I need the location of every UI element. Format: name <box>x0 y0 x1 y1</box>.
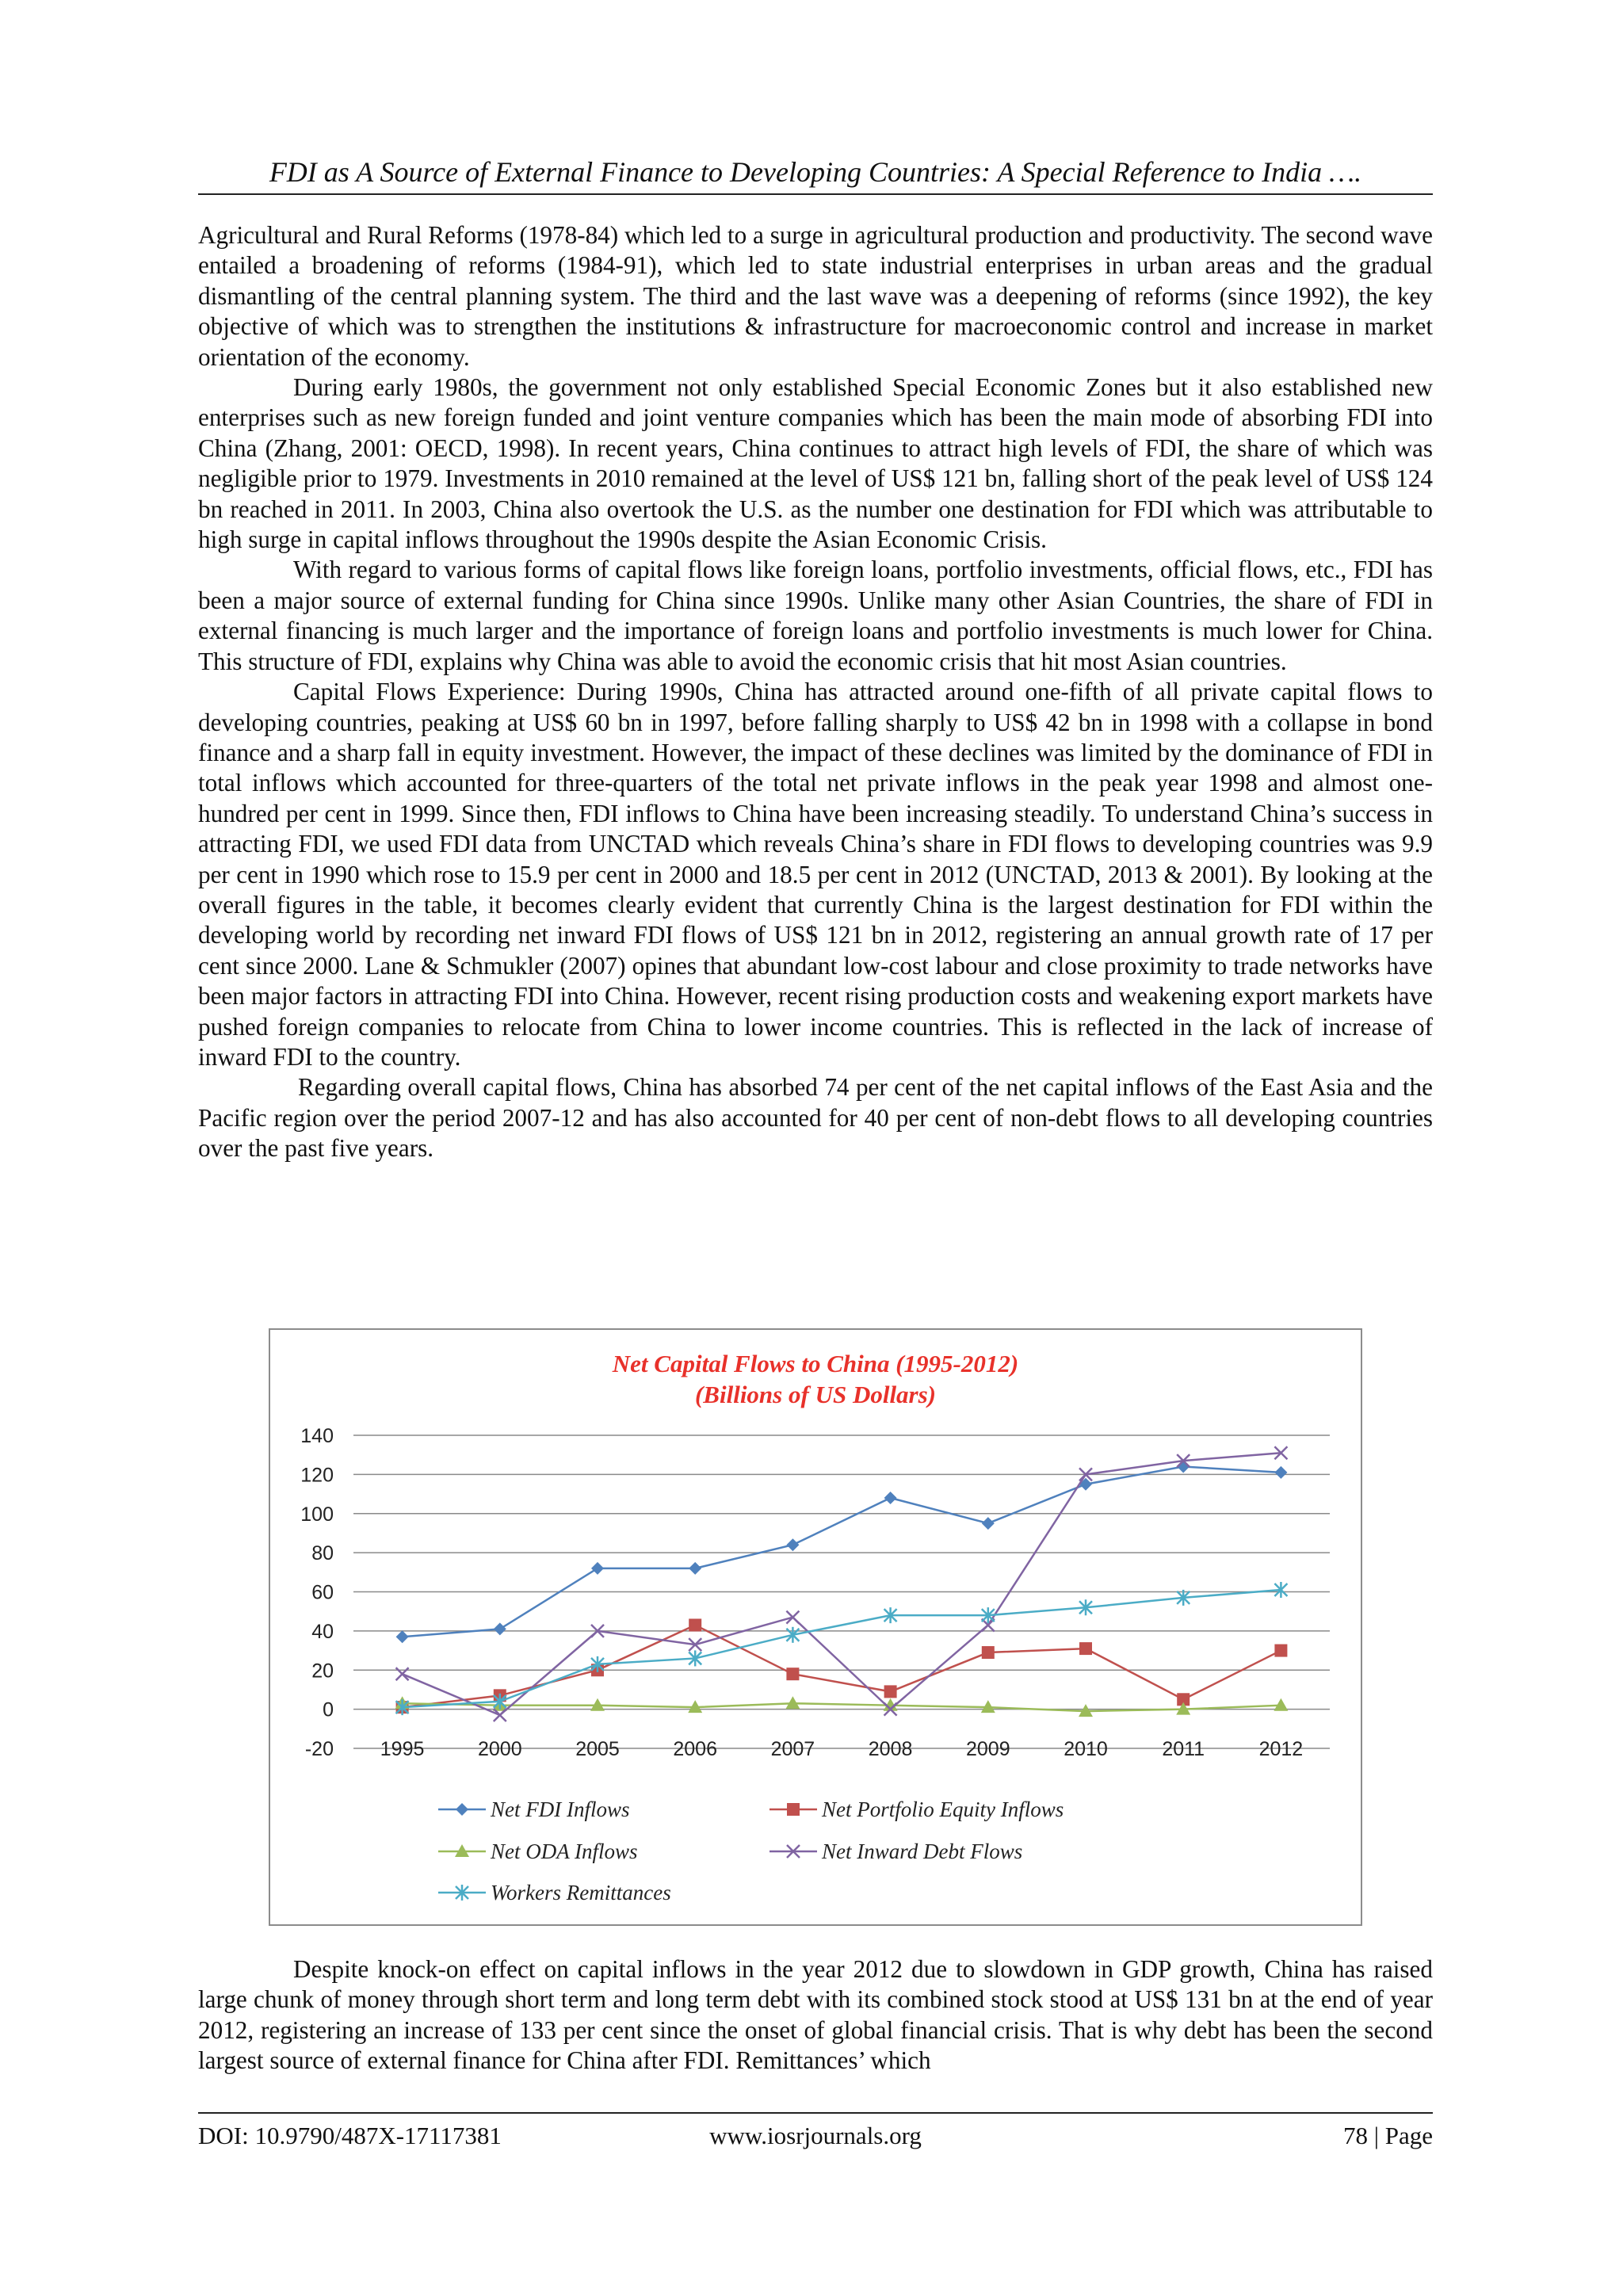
page-footer <box>198 2118 1433 2153</box>
legend <box>438 1797 1064 1904</box>
paragraph-overall-capital-flows: Regarding overall capital flows, China has absorbed 74 per cent of the net capital inflows of the East Asia and the Pacific region over the period 2007-12 and has also accounted for 40 per cent of non-debt flows to all developing countries over the past five years. <box>198 1073 1433 1163</box>
series-net-portfolio-equity-inflows <box>396 1618 1288 1713</box>
legend-label: Net Portfolio Equity Inflows <box>822 1797 1064 1821</box>
legend-marker <box>787 1803 800 1816</box>
footer-rule <box>198 2112 1433 2114</box>
paragraph-debt: Despite knock-on effect on capital inflows in the year 2012 due to slowdown in GDP growth, China has raised large chunk of money through short term and long term debt with its combined stock stood at US$ 131 bn at the end of year 2012, registering an increase of 133 per cent since the onset of global financial crisis. That is why debt has been the second largest source of external finance for China after FDI. Remittances’ which <box>198 1955 1433 2075</box>
data-point <box>1274 1466 1287 1479</box>
y-tick-label: 0 <box>323 1698 334 1721</box>
header-rule <box>198 193 1433 195</box>
x-tick-label: 2012 <box>1258 1738 1304 1760</box>
data-point <box>689 1562 701 1575</box>
y-tick-label: 60 <box>311 1581 334 1604</box>
y-tick-label: 20 <box>311 1660 334 1683</box>
data-point <box>786 1668 799 1680</box>
chart-figure <box>269 1328 1362 1926</box>
y-tick-label: 40 <box>311 1620 334 1643</box>
data-point <box>884 1685 897 1698</box>
data-point <box>494 1622 506 1635</box>
paragraph-capital-flows-experience: Capital Flows Experience: During 1990s, China has attracted around one-fifth of all private capital flows to developing countries, peaking at US$ 60 bn in 1997, before falling sharply to US$ 42 bn in 1998 with a collapse in bond finance and a sharp fall in equity investment. However, the impact of these declines was limited by the dominance of FDI in total inflows which accounted for three-quarters of the total net private inflows in the peak year 1998 and almost one-hundred per cent in 1999. Since then, FDI inflows to China have been increasing steadily. To understand China’s success in attracting FDI, we used FDI data from UNCTAD which reveals China’s share in FDI flows to developing countries was 9.9 per cent in 1990 which rose to 15.9 per cent in 2000 and 18.5 per cent in 2012 (UNCTAD, 2013 & 2001). By looking at the overall figures in the table, it becomes clearly evident that currently China is the largest destination for FDI within the developing world by recording net inward FDI flows of US$ 121 bn in 2012, registering an annual growth rate of 17 per cent since 2000. Lane & Schmukler (2007) opines that abundant low-cost labour and close proximity to trade networks have been major factors in attracting FDI into China. However, recent rising production costs and weakening export markets have pushed foreign companies to relocate from China to lower income countries. This is reflected in the lack of increase of inward FDI to the country. <box>198 678 1433 1071</box>
chart-title: Net Capital Flows to China (1995-2012) <box>612 1350 1019 1377</box>
legend-item <box>438 1881 671 1904</box>
data-series <box>395 1446 1289 1721</box>
data-point <box>591 1562 604 1575</box>
x-tick-label: 2009 <box>965 1738 1010 1760</box>
series-line <box>403 1703 1281 1711</box>
data-point <box>396 1630 409 1643</box>
chart-subtitle: (Billions of US Dollars) <box>694 1381 937 1408</box>
paragraph-early-1980s: During early 1980s, the government not only established Special Economic Zones but it also established new enterprises such as new foreign funded and joint venture companies which has been the main mode of absorbing FDI into China (Zhang, 2001: OECD, 1998). In recent years, China continues to attract high levels of FDI, the share of which was negligible prior to 1979. Investments in 2010 remained at the level of US$ 121 bn, falling short of the peak level of US$ 124 bn reached in 2011. In 2003, China also overtook the U.S. as the number one destination for FDI which was attributable to high surge in capital inflows throughout the 1990s despite the Asian Economic Crisis. <box>198 373 1433 554</box>
series-line <box>403 1467 1281 1637</box>
y-tick-label: 120 <box>300 1464 334 1487</box>
data-point <box>982 1517 995 1530</box>
paragraph-reforms: Agricultural and Rural Reforms (1978-84) which led to a surge in agricultural production and productivity. The second wave entailed a broadening of reforms (1984-91), which led to state industrial enterprises in urban areas and the gradual dismantling of the central planning system. The third and the last wave was a deepening of reforms (since 1992), the key objective of which was to strengthen the institutions & infrastructure for macroeconomic control and increase in market orientation of the economy. <box>198 221 1433 371</box>
data-point <box>1274 1698 1288 1711</box>
data-point <box>982 1646 995 1659</box>
legend-item <box>438 1797 630 1821</box>
y-tick-label: 140 <box>300 1425 334 1447</box>
x-tick-label: 2011 <box>1162 1738 1205 1760</box>
legend-marker <box>456 1803 468 1816</box>
legend-label: Net Inward Debt Flows <box>822 1839 1023 1863</box>
data-point <box>786 1611 799 1624</box>
data-point <box>1274 1645 1287 1657</box>
y-tick-label: 80 <box>311 1542 334 1565</box>
series-line <box>403 1625 1281 1707</box>
series-net-inward-debt-flows <box>396 1446 1288 1721</box>
x-tick-label: 2000 <box>477 1738 522 1760</box>
x-tick-label: 2008 <box>868 1738 913 1760</box>
data-point <box>786 1538 799 1551</box>
x-tick-label: 2006 <box>673 1738 718 1760</box>
y-tick-label: 100 <box>300 1503 334 1526</box>
body-text <box>198 220 1433 1164</box>
y-axis-ticks <box>300 1425 334 1760</box>
series-net-oda-inflows <box>395 1696 1289 1717</box>
x-tick-label: 2007 <box>770 1738 815 1760</box>
data-point <box>689 1618 701 1631</box>
series-net-fdi-inflows <box>396 1461 1288 1644</box>
x-tick-label: 2010 <box>1064 1738 1108 1760</box>
y-tick-label: -20 <box>304 1738 334 1760</box>
footer-doi: DOI: 10.9790/487X-17117381 <box>198 2122 502 2149</box>
legend-item <box>769 1839 1022 1863</box>
line-chart <box>270 1330 1361 1924</box>
footer-page-number: 78 | Page <box>1343 2122 1433 2149</box>
paragraph-capital-flow-forms: With regard to various forms of capital flows like foreign loans, portfolio investments, official flows, etc., FDI has been a major source of external funding for China since 1990s. Unlike many other Asian Countries, the share of FDI in external financing is much larger and the importance of foreign loans and portfolio investments is much lower for China. This structure of FDI, explains why China was able to avoid the economic crisis that hit most Asian countries. <box>198 556 1433 675</box>
running-header: FDI as A Source of External Finance to Developing Countries: A Special Reference to India …. <box>269 156 1362 188</box>
x-tick-label: 1995 <box>380 1738 425 1760</box>
legend-label: Workers Remittances <box>491 1881 671 1904</box>
x-axis-ticks <box>380 1738 1303 1760</box>
footer-website: www.iosrjournals.org <box>709 2122 922 2149</box>
x-tick-label: 2005 <box>575 1738 620 1760</box>
data-point <box>1079 1642 1092 1655</box>
body-text-continued <box>198 1954 1433 2076</box>
legend-label: Net ODA Inflows <box>491 1839 638 1863</box>
legend-item <box>769 1797 1064 1821</box>
series-workers-remittances <box>396 1582 1288 1715</box>
data-point <box>884 1492 897 1504</box>
series-line <box>403 1453 1281 1715</box>
legend-label: Net FDI Inflows <box>491 1797 630 1821</box>
legend-item <box>438 1839 638 1863</box>
